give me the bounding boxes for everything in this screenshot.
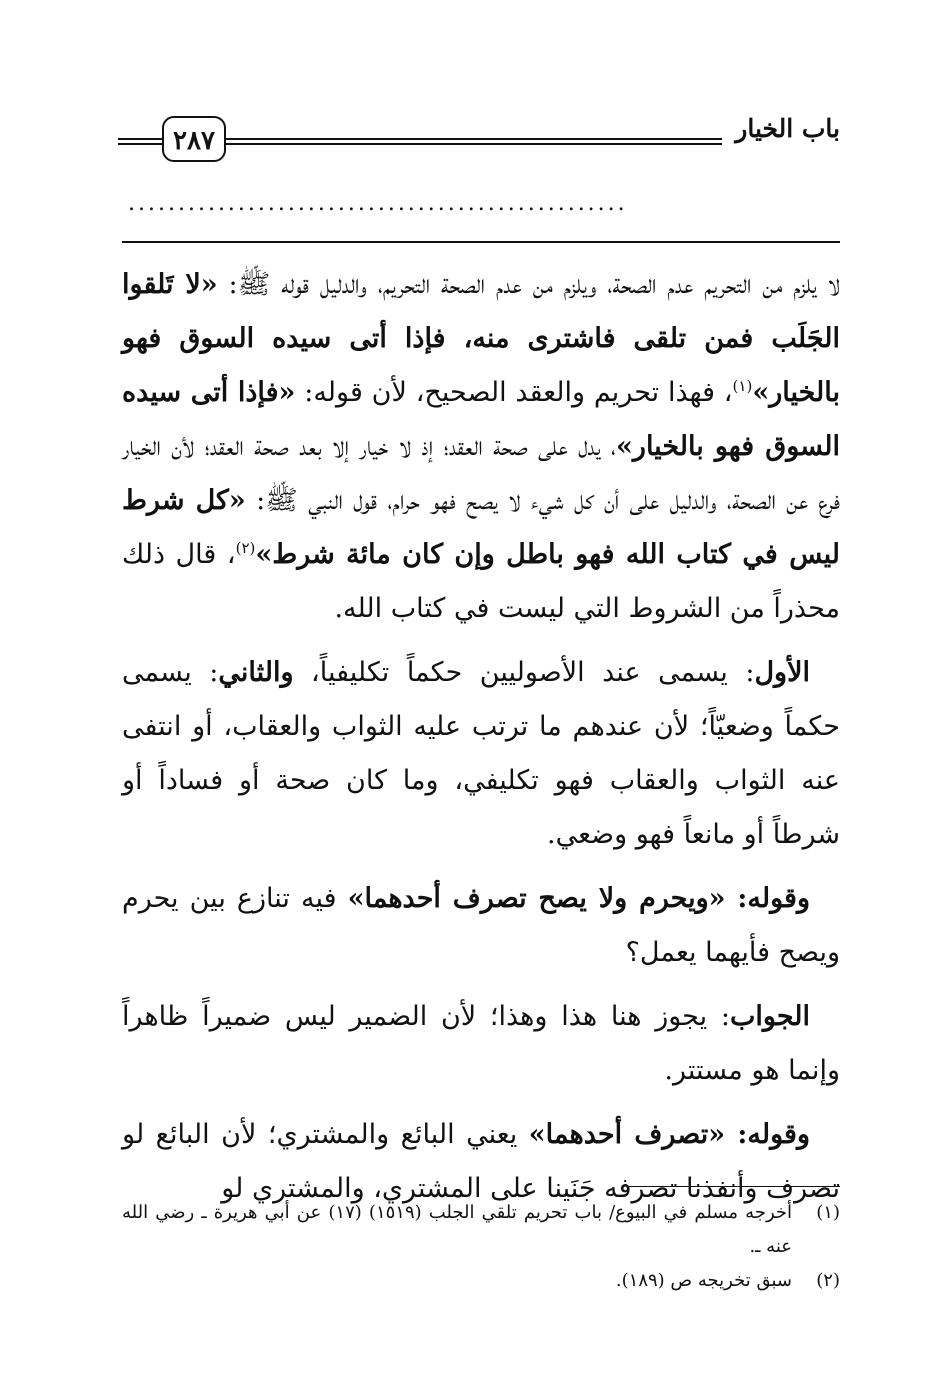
footnote-ref: (٢) — [235, 539, 256, 557]
bold-text: وقوله: — [725, 1119, 810, 1150]
footnote-number: (١) — [816, 1202, 840, 1223]
header-rule-left — [118, 138, 162, 145]
bold-text: «ويحرم ولا يصح تصرف أحدهما» — [347, 883, 726, 914]
bold-text: والثاني — [218, 657, 294, 688]
footnote-number: (٢) — [816, 1270, 840, 1291]
page-header — [118, 108, 840, 168]
footnote-text: سبق تخريجه ص (١٨٩). — [615, 1270, 792, 1291]
page-number: ٢٨٧ — [162, 116, 226, 162]
paragraph — [122, 990, 840, 1098]
bold-text: «لا تَلقوا الجَلَب فمن تلقى فاشترى منه، فإذا أتى سيده السوق فهو بالخيار» — [122, 269, 840, 408]
paragraph — [122, 258, 840, 636]
bold-text: وقوله: — [725, 883, 810, 914]
text-top-rule — [122, 241, 840, 243]
paragraph — [122, 872, 840, 980]
main-text — [122, 258, 840, 1226]
bold-text: الأول — [754, 657, 810, 688]
bold-text: «كل شرط ليس في كتاب الله فهو باطل وإن كان مائة شرط» — [122, 485, 840, 570]
footnote-ref: (١) — [732, 377, 753, 395]
chapter-title: باب الخيار — [735, 114, 840, 143]
footnote-text: أخرجه مسلم في البيوع/ باب تحريم تلقي الجلب (١٥١٩) (١٧) عن أبي هريرة ـ رضي الله عنه ـ. — [122, 1202, 793, 1257]
text-run: ، يدل على صحة العقد؛ إذ لا خيار إلا بعد صحة العقد؛ لأن الخيار فرع عن الصحة، والدليل على أن كل شيء لا يصح فهو حرام، قول النبي ﷺ: — [122, 431, 840, 516]
text-run: لا يلزم من التحريم عدم الصحة، ويلزم من عدم الصحة التحريم، والدليل قوله ﷺ: — [217, 269, 841, 300]
text-run: : يسمى عند الأصوليين حكماً تكليفياً، — [293, 657, 755, 688]
bold-text: «تصرف أحدهما» — [528, 1119, 726, 1150]
text-run: : يجوز هنا هذا وهذا؛ لأن الضمير ليس ضميراً ظاهراً وإنما هو مستتر. — [122, 1001, 840, 1086]
footnote-rule — [628, 1186, 840, 1187]
text-run: فيه تنازع بين يحرم ويصح فأيهما يعمل؟ — [122, 883, 840, 968]
text-run: ، فهذا تحريم والعقد الصحيح، لأن قوله: — [295, 377, 733, 408]
footnotes — [122, 1196, 840, 1298]
bold-text: «فإذا أتى سيده السوق فهو بالخيار» — [122, 377, 840, 462]
footnote — [122, 1264, 840, 1298]
text-run: ، قال ذلك محذراً من الشروط التي ليست في كتاب الله. — [122, 539, 840, 624]
footnote — [122, 1196, 840, 1264]
dotted-separator: .................................................. — [128, 192, 628, 216]
text-run: : يسمى حكماً وضعيّاً؛ لأن عندهم ما ترتب عليه الثواب والعقاب، أو انتفى عنه الثواب والعقاب فهو تكليفي، وما كان صحة أو فساداً أو شرطاً أو مانعاً فهو وضعي. — [122, 657, 840, 850]
paragraph — [122, 646, 840, 862]
text-run: يعني البائع والمشتري؛ لأن البائع لو تصرف وأنفذنا تصرفه جَنَينا على المشتري، والمشتري لو — [122, 1119, 840, 1204]
bold-text: الجواب — [729, 1001, 810, 1032]
header-rule-right — [226, 138, 722, 145]
